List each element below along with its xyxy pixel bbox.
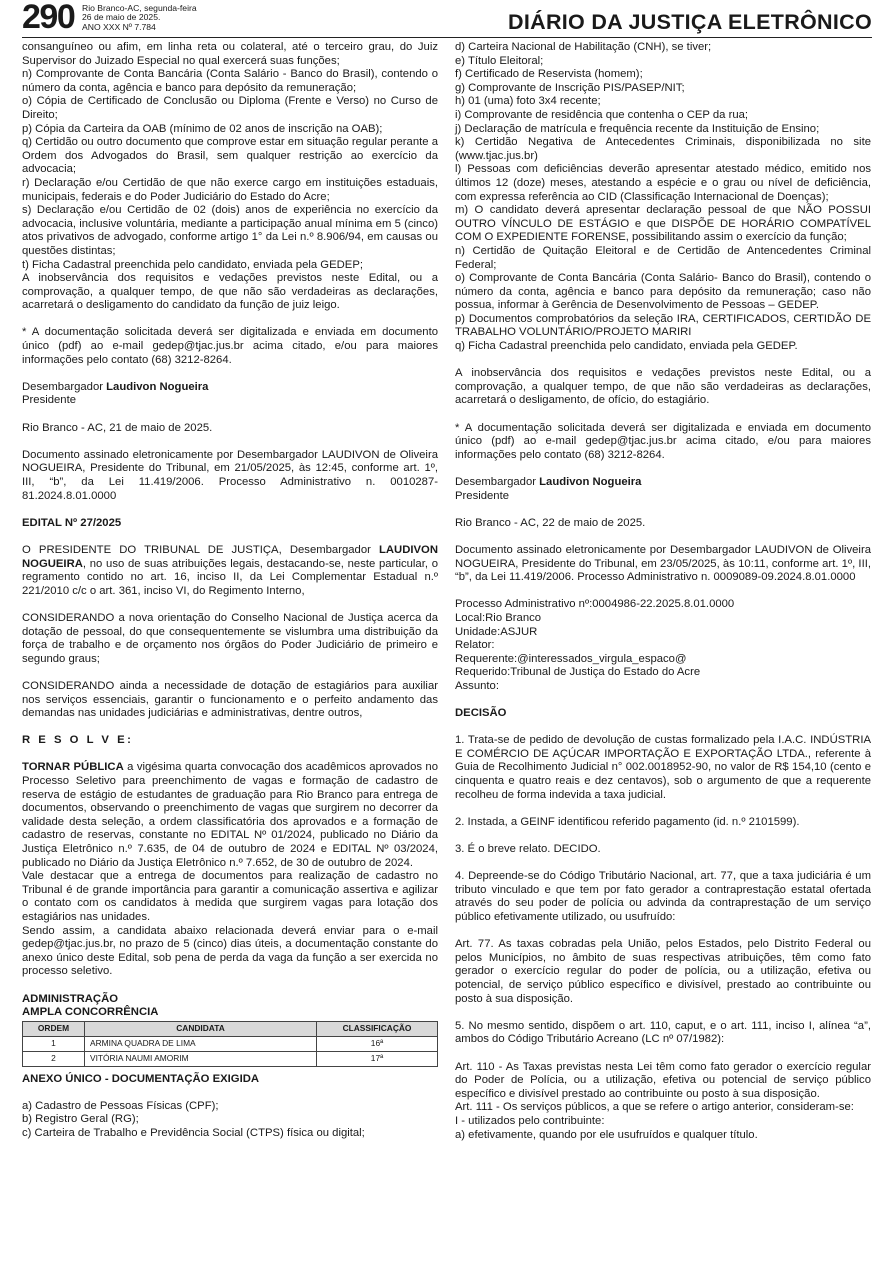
left-column (22, 41, 438, 1141)
table-row (23, 1036, 438, 1051)
paragraph: 1. Trata-se de pedido de devolução de custas formalizado pela I.A.C. INDÚSTRIA E COMÉRCIO DE AÇÚCAR IMPORTAÇÃO E EXPORTAÇÃO LTDA., referente à Guia de Recolhimento Judicial n° 002.0018952-90, no valor de R$ 154,10 (cento e cinquenta e quatro reais e dez centavos), sob o argumento de que a requerente recolheu de forma indevida a taxa judicial. (455, 734, 871, 801)
list-item: l) Pessoas com deficiências deverão apresentar atestado médico, emitido nos últimos 12 (doze) meses, atestando a espécie e o grau ou nível de deficiência, com expressa referência ao CID (Classificação Internacional de Doenças); (455, 163, 871, 203)
process-relator: Relator: (455, 639, 495, 652)
list-item: k) Certidão Negativa de Antecedentes Criminais, disponibilizada no site (www.tjac.jus.br) (455, 136, 871, 162)
paragraph: a) efetivamente, quando por ele usufruídos e qualquer título. (455, 1128, 758, 1141)
list-item: j) Declaração de matrícula e frequência recente da Instituição de Ensino; (455, 122, 820, 135)
list-item: f) Certificado de Reservista (homem); (455, 68, 643, 81)
edital-title: EDITAL Nº 27/2025 (22, 516, 122, 529)
cell-classificacao: 16ª (317, 1036, 438, 1051)
paragraph: Art. 77. As taxas cobradas pela União, pelos Estados, pelo Distrito Federal ou pelos Municípios, no âmbito de suas respectivas atribuições, têm como fato gerador o exercício regular do poder de polícia, ou a utilização, efetiva ou potencial, de serviço público específico e divisível, prestado ao contribuinte ou posto à sua disposição. (455, 938, 871, 1005)
edition-number: ANO XXX Nº 7.784 (82, 21, 156, 32)
process-assunto: Assunto: (455, 679, 499, 692)
resolve-heading: R E S O L V E: (22, 734, 134, 747)
journal-title: DIÁRIO DA JUSTIÇA ELETRÔNICO (508, 10, 872, 34)
signer-role: Presidente (455, 489, 510, 502)
header-classificacao: CLASSIFICAÇÃO (317, 1021, 438, 1036)
list-item: p) Documentos comprobatórios da seleção IRA, CERTIFICADOS, CERTIDÃO DE TRABALHO VOLUNTÁRIO/PROJETO MARIRI (455, 312, 871, 339)
electronic-signature: Documento assinado eletronicamente por Desembargador LAUDIVON de Oliveira NOGUEIRA, Presidente do Tribunal, em 21/05/2025, às 12:45, conforme art. 1º, III, “b”, da Lei 11.419/2006. Processo Administrativo n. 0010287-81.2024.8.01.0000 (22, 448, 438, 502)
cell-ordem: 1 (23, 1036, 85, 1051)
cell-candidata: ARMINA QUADRA DE LIMA (85, 1036, 317, 1051)
list-item: b) Registro Geral (RG); (22, 1113, 139, 1126)
date-line: Rio Branco - AC, 22 de maio de 2025. (455, 516, 646, 529)
anexo-heading: ANEXO ÚNICO - DOCUMENTAÇÃO EXIGIDA (22, 1072, 260, 1085)
paragraph: Art. 110 - As Taxas previstas nesta Lei têm como fato gerador o exercício regular do Poder de Polícia, ou a utilização, efetiva ou potencial de serviço público específico e divisível prestado ao contribuinte ou posto à sua disposição. (455, 1060, 871, 1100)
paragraph: A inobservância dos requisitos e vedações previstos neste Edital, ou a comprovação, a qualquer tempo, de que não são verdadeiras as declarações, acarretará o desligamento do candidato da função de juiz leigo. (22, 272, 438, 312)
cell-classificacao: 17ª (317, 1051, 438, 1066)
considerando: CONSIDERANDO a nova orientação do Conselho Nacional de Justiça acerca da dotação de pessoal, do que consequentemente se vislumbra uma distribuição da força de trabalho e de orçamento nos órgãos do Poder Judiciário de primeiro e segundo graus; (22, 611, 438, 665)
list-item: i) Comprovante de residência que contenha o CEP da rua; (455, 108, 749, 121)
page-header (22, 0, 872, 38)
table-row (23, 1051, 438, 1066)
paragraph: Vale destacar que a entrega de documentos para realização de cadastro no Tribunal é de grande importância para garantir a comunicação assertiva e agilizar o contato com os candidatos à medida que surgirem vagas para lotação dos estagiários nas unidades. (22, 870, 438, 923)
decisao-heading: DECISÃO (455, 707, 507, 720)
considerando: CONSIDERANDO ainda a necessidade de dotação de estagiários para auxiliar nos serviços essenciais, garantir o funcionamento e o perfeito andamento das demandas nas unidades judiciárias e administrativas, dentre outros, (22, 679, 438, 720)
list-item: c) Carteira de Trabalho e Previdência Social (CTPS) física ou digital; (22, 1126, 365, 1139)
contact-note: * A documentação solicitada deverá ser digitalizada e enviada em documento único (pdf) ao e-mail gedep@tjac.jus.br acima citado, e/ou para maiores informações pelo contato (68) 3212-8264. (22, 326, 438, 366)
header-ordem: ORDEM (23, 1021, 85, 1036)
signature: Desembargador Laudivon Nogueira (22, 380, 209, 393)
paragraph: p) Cópia da Carteira da OAB (mínimo de 02 anos de inscrição na OAB); (22, 122, 383, 135)
process-local: Local:Rio Branco (455, 611, 542, 624)
classification-table (22, 1021, 438, 1067)
date-line: Rio Branco - AC, 21 de maio de 2025. (22, 421, 213, 434)
paragraph: r) Declaração e/ou Certidão de que não exerce cargo em instituições estaduais, municipais, federais e do Poder Judiciário do Estado do Acre; (22, 176, 438, 203)
paragraph: 3. É o breve relato. DECIDO. (455, 843, 601, 856)
paragraph: I - utilizados pelo contribuinte: (455, 1114, 605, 1127)
process-number: Processo Administrativo nº:0004986-22.2025.8.01.0000 (455, 598, 735, 611)
section-ampla-concorrencia: AMPLA CONCORRÊNCIA (22, 1005, 159, 1018)
place-date: Rio Branco-AC, segunda-feira (82, 3, 197, 13)
list-item: e) Título Eleitoral; (455, 54, 544, 67)
paragraph: s) Declaração e/ou Certidão de 02 (dois) anos de experiência no exercício da advocacia, inclusive voluntária, mediante a participação anual mínima em 5 (cinco) atos privativos de advogado, conforme artigo 1° da Lei n.º 8.906/94, em causas ou questões distintas; (22, 204, 438, 257)
paragraph: Art. 111 - Os serviços públicos, a que se refere o artigo anterior, consideram-se: (455, 1101, 854, 1114)
list-item: d) Carteira Nacional de Habilitação (CNH), se tiver; (455, 41, 712, 53)
process-requerente: Requerente:@interessados_virgula_espaco@ (455, 652, 687, 665)
cell-candidata: VITÓRIA NAUMI AMORIM (85, 1051, 317, 1066)
header-candidata: CANDIDATA (85, 1021, 317, 1036)
paragraph: 4. Depreende-se do Código Tributário Nacional, art. 77, que a taxa judiciária é um tributo vinculado e que tem por fato gerador a contraprestação estatal ofertada através do seu poder de polícia ou advinda da contraprestação de um serviço público efetivamente utilizado, ou usufruído: (455, 870, 871, 923)
section-administracao: ADMINISTRAÇÃO (22, 992, 119, 1005)
list-item: o) Comprovante de Conta Bancária (Conta Salário- Banco do Brasil), contendo o número da conta, agência e banco para depósito da remuneração; caso não possua, informar à Gerência de Desenvolvimento de Pessoas – GEDEP. (455, 272, 871, 312)
paragraph: t) Ficha Cadastral preenchida pelo candidato, enviada pela GEDEP; (22, 258, 363, 271)
process-unit: Unidade:ASJUR (455, 625, 538, 638)
list-item: g) Comprovante de Inscrição PIS/PASEP/NIT; (455, 81, 685, 94)
electronic-signature: Documento assinado eletronicamente por Desembargador LAUDIVON de Oliveira NOGUEIRA, Presidente do Tribunal, em 23/05/2025, às 10:11, conforme art. 1º, III, “b”, da Lei 11.419/2006. Processo Administrativo n. 0009089-09.2024.8.01.0000 (455, 543, 871, 584)
signer-name: Laudivon Nogueira (106, 380, 209, 393)
edital-intro: O PRESIDENTE DO TRIBUNAL DE JUSTIÇA, Desembargador LAUDIVON NOGUEIRA, no uso de suas atribuições legais, destacando-se, neste particular, o regramento contido no art. 16, inciso II, da Lei Complementar Estadual n.º 221/2010 c/c o art. 361, inciso VI, do Regimento Interno, (22, 543, 438, 597)
publication-date: 26 de maio de 2025. (82, 12, 161, 23)
paragraph: A inobservância dos requisitos e vedações previstos neste Edital, ou a comprovação, a qualquer tempo, de que não são verdadeiras as declarações, acarretará o desligamento, de ofício, do estagiário. (455, 367, 871, 407)
signer-name: Laudivon Nogueira (539, 476, 642, 488)
process-requerido: Requerido:Tribunal de Justiça do Estado do Acre (455, 666, 701, 679)
paragraph: n) Comprovante de Conta Bancária (Conta Salário - Banco do Brasil), contendo o número da conta, agência e banco para depósito da remuneração; (22, 68, 438, 94)
paragraph: 2. Instada, a GEINF identificou referido pagamento (id. n.º 2101599). (455, 815, 800, 828)
signer-role: Presidente (22, 394, 77, 407)
page-number: 290 (22, 0, 75, 36)
tornar-publica: TORNAR PÚBLICA a vigésima quarta convocação dos acadêmicos aprovados no Processo Seletivo para preenchimento de vagas e formação de cadastro de reserva de estágio de estudantes de graduação para Rio Branco para entrega de documentos, observando o preenchimento de vagas que surgirem no decorrer da validade desta seleção, a ordem classificatória dos aprovados e a formação de cadastro de reservas, constante no EDITAL Nº 01/2024, publicado no Diário da Justiça Eletrônico n.º 7.635, de 04 de outubro de 2024 e EDITAL Nº 03/2024, publicado no Diário da Justiça Eletrônico n.º 7.652, de 30 de outubro de 2024. (22, 761, 438, 869)
contact-note: * A documentação solicitada deverá ser digitalizada e enviada em documento único (pdf) ao e-mail gedep@tjac.jus.br acima citado, e/ou para maiores informações pelo contato (68) 3212-8264. (455, 421, 871, 461)
right-column (455, 41, 871, 1142)
edition-info (82, 4, 197, 32)
list-item: q) Ficha Cadastral preenchida pelo candidato, enviada pela GEDEP. (455, 340, 798, 353)
paragraph: q) Certidão ou outro documento que comprove estar em situação regular perante a Ordem dos Advogados do Brasil, sem qualquer restrição ao exercício da advocacia; (22, 136, 438, 176)
paragraph: Sendo assim, a candidata abaixo relacionada deverá enviar para o e-mail gedep@tjac.jus.br, no prazo de 5 (cinco) dias úteis, a documentação constante do anexo único deste Edital, sob pena de perda da vaga da função a ser exercida no processo seletivo. (22, 924, 438, 978)
table-header-row (23, 1021, 438, 1036)
paragraph: consanguíneo ou afim, em linha reta ou colateral, até o terceiro grau, do Juiz Supervisor do Juizado Especial no qual exercerá suas funções; (22, 41, 438, 67)
list-item: n) Certidão de Quitação Eleitoral e de Certidão de Antencedentes Criminal Federal; (455, 244, 871, 271)
list-item: h) 01 (uma) foto 3x4 recente; (455, 95, 601, 108)
list-item: a) Cadastro de Pessoas Físicas (CPF); (22, 1099, 219, 1112)
paragraph: 5. No mesmo sentido, dispõem o art. 110, caput, e o art. 111, inciso I, alínea “a”, ambos do Código Tributário Acreano (LC nº 07/1982): (455, 1019, 871, 1046)
signature: Desembargador Laudivon Nogueira (455, 476, 642, 488)
cell-ordem: 2 (23, 1051, 85, 1066)
paragraph: o) Cópia de Certificado de Conclusão ou Diploma (Frente e Verso) no Curso de Direito; (22, 95, 438, 121)
list-item: m) O candidato deverá apresentar declaração pessoal de que NÃO POSSUI OUTRO VÍNCULO DE ESTÁGIO e que DISPÕE DE HORÁRIO COMPATÍVEL COM O EXPEDIENTE FORENSE, possibilitando assim o exercício da função; (455, 204, 871, 244)
